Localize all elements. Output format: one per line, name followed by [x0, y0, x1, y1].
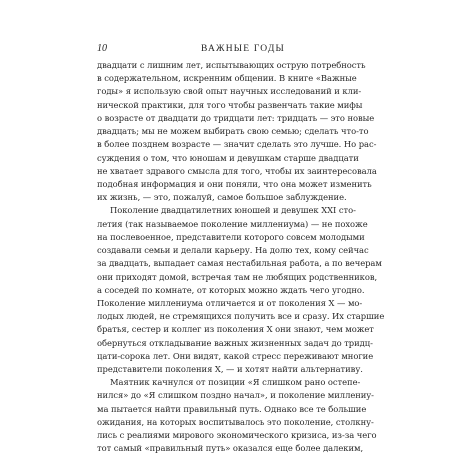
body-text: [97, 59, 385, 456]
text-line: братья, сестер и коллег из поколения X они знают, чем может: [97, 324, 374, 335]
text-line: создавали семьи и делали карьеру. На долю тех, кому сейчас: [97, 245, 369, 256]
text-line: их жизнь, — это, пожалуй, самое большое заблуждение.: [97, 192, 347, 203]
paragraph-2: [97, 204, 385, 376]
text-line: лись с реалиями мирового экономического кризиса, из-за чего: [97, 430, 377, 441]
text-line: обернуться откладывание важных жизненных задач до тридц-: [97, 337, 373, 348]
text-line: а соседей по комнате, от которых можно ждать чего угодно.: [97, 284, 365, 295]
text-line: нился» до «Я слишком поздно начал», и поколение миллениу-: [97, 390, 374, 401]
text-line: Поколение двадцатилетних юношей и девушек XXI сто-: [110, 205, 356, 216]
text-line: не хватает здравого смысла для того, чтобы их заинтересовала: [97, 165, 377, 176]
text-line: в более позднем возрасте — значит сделать это лучше. Но рас-: [97, 139, 377, 150]
text-line: летия (так называемое поколение миллениума) — не похоже: [97, 218, 368, 229]
text-line: о возрасте от двадцати до тридцати лет: тридцать — это новые: [97, 112, 375, 123]
text-line: за двадцать, выпадает самая нестабильная работа, а по вечерам: [97, 258, 382, 269]
text-line: двадцати с лишним лет, испытывающих острую потребность: [97, 60, 366, 70]
text-line: ма пытается найти правильный путь. Однако все те большие: [97, 403, 367, 414]
text-line: они приходят домой, встречая там не любящих родственников,: [97, 271, 378, 282]
text-line: суждения о том, что юношам и девушкам старше двадцати: [97, 152, 359, 163]
text-line: Маятник качнулся от позиции «Я слишком рано остепе-: [110, 377, 361, 388]
text-line: годы» я использую свой опыт научных исследований и кли-: [97, 86, 362, 97]
text-line: цати-сорока лет. Они видят, какой стресс переживают многие: [97, 350, 374, 361]
text-line: представители поколения X, — и хотят найти альтернативу.: [97, 364, 363, 375]
text-line: на послевоенное, представители которого совсем молодыми: [97, 231, 365, 242]
text-line: двадцать; мы не можем выбирать свою семью; сделать что-то: [97, 126, 369, 137]
paragraph-3: [97, 376, 377, 455]
paragraph-1: [97, 59, 377, 204]
running-head: ВАЖНЫЕ ГОДЫ: [201, 44, 286, 54]
text-line: подобная информация и они поняли, что она может изменить: [97, 178, 372, 189]
text-line: Поколение миллениума отличается и от поколения X — мо-: [97, 297, 363, 308]
text-line: тот самый «правильный путь» оказался еще более далеким,: [97, 443, 364, 454]
text-line: нической практики, для того чтобы развенчать такие мифы: [97, 99, 363, 110]
text-line: в содержательном, искренним общении. В книге «Важные: [97, 73, 357, 84]
text-line: ожидания, на которых воспитывалось это поколение, столкну-: [97, 416, 374, 427]
page-number: 10: [97, 43, 107, 54]
text-line: лодых людей, не стремящихся получить все и сразу. Их старшие: [97, 311, 385, 322]
